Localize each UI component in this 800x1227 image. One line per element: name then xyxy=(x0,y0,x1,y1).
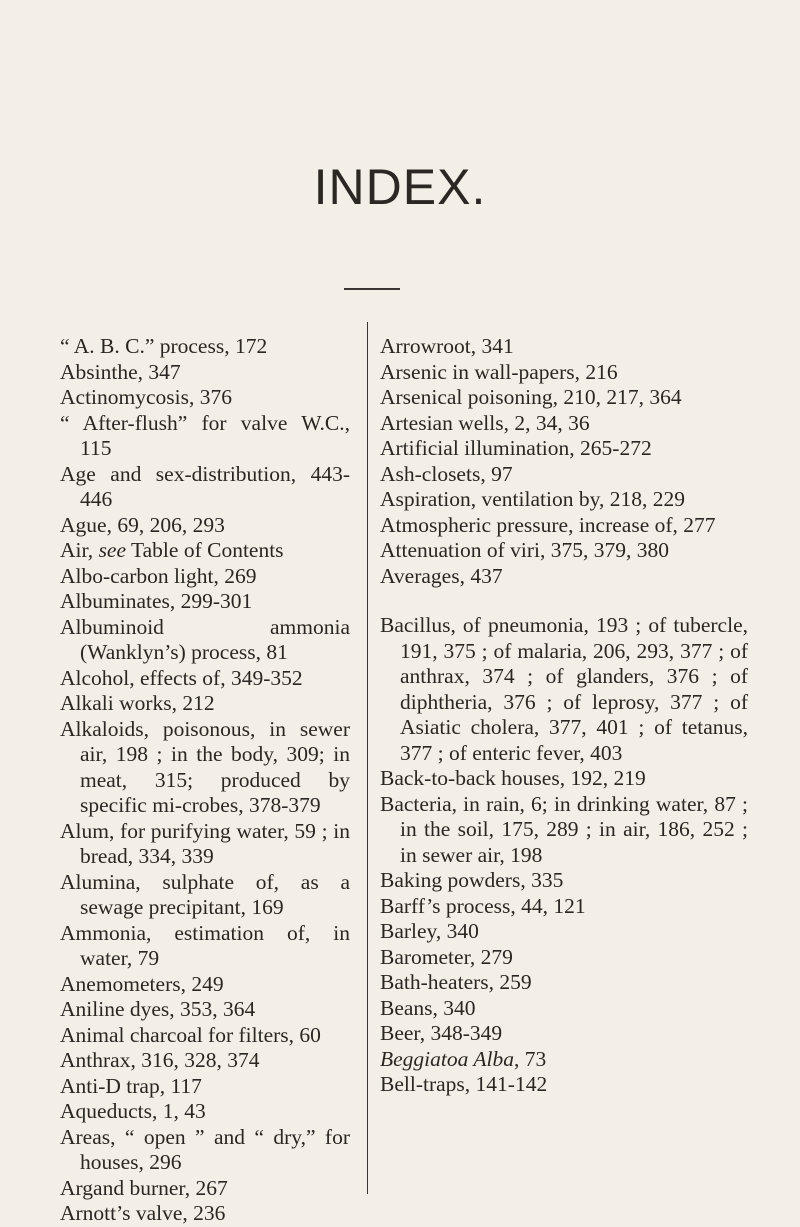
index-entry: Albuminoid ammonia (Wanklyn’s) process, 81 xyxy=(60,614,350,664)
index-entry: Albuminates, 299-301 xyxy=(60,589,253,613)
index-entry: Baking powders, 335 xyxy=(380,868,564,892)
index-entry: Atmospheric pressure, increase of, 277 xyxy=(380,512,716,537)
index-entry: Alumina, sulphate of, as a sewage precipitant, 169 xyxy=(60,869,350,919)
index-entry: Averages, 437 xyxy=(380,563,503,588)
index-entry: Barometer, 279 xyxy=(380,944,513,969)
index-entry: Barley, 340 xyxy=(380,919,479,943)
index-entry: Anemometers, 249 xyxy=(60,971,224,996)
index-entry: Aqueducts, 1, 43 xyxy=(60,1099,206,1123)
index-entry: Arrowroot, 341 xyxy=(380,334,514,358)
index-entry: Beans, 340 xyxy=(380,995,476,1020)
index-entry: “ After-flush” for valve W.C., 115 xyxy=(60,410,350,460)
left-column xyxy=(60,334,350,1227)
index-entry: Anti-D trap, 117 xyxy=(60,1073,202,1098)
index-entry: Artificial illumination, 265-272 xyxy=(380,436,652,460)
index-entry-air: Air, see Table of Contents xyxy=(60,538,284,562)
index-entry: Areas, “ open ” and “ dry,” for houses, 296 xyxy=(60,1124,350,1174)
index-entry: Alcohol, effects of, 349-352 xyxy=(60,665,303,690)
index-entry: Aspiration, ventilation by, 218, 229 xyxy=(380,487,685,511)
index-entry: Alkaloids, poisonous, in sewer air, 198 ; in the body, 309; in meat, 315; produced by specific mi-crobes, 378-379 xyxy=(60,716,350,817)
index-entry: Arnott’s valve, 236 xyxy=(60,1201,226,1225)
index-entry: Absinthe, 347 xyxy=(60,359,181,384)
index-entry: Artesian wells, 2, 34, 36 xyxy=(380,410,590,435)
letter-gap xyxy=(380,589,748,613)
index-entry: Ash-closets, 97 xyxy=(380,461,513,486)
index-entry: Anthrax, 316, 328, 374 xyxy=(60,1048,260,1072)
title-rule xyxy=(344,288,400,290)
index-entry-beggiatoa: Beggiatoa Alba, 73 xyxy=(380,1046,547,1071)
page-title: INDEX. xyxy=(313,159,487,215)
index-entry: Ague, 69, 206, 293 xyxy=(60,512,225,537)
index-entry: Arsenical poisoning, 210, 217, 364 xyxy=(380,385,682,409)
index-entry: Attenuation of viri, 375, 379, 380 xyxy=(380,538,670,562)
index-entry: Argand burner, 267 xyxy=(60,1175,228,1200)
index-entry: Albo-carbon light, 269 xyxy=(60,563,257,588)
index-entry: Beer, 348-349 xyxy=(380,1021,503,1045)
index-entry: Aniline dyes, 353, 364 xyxy=(60,997,256,1021)
index-entry: Animal charcoal for filters, 60 xyxy=(60,1022,321,1047)
index-entry: Age and sex-distribution, 443-446 xyxy=(60,461,350,511)
index-entry: Ammonia, estimation of, in water, 79 xyxy=(60,920,350,970)
index-entry: Arsenic in wall-papers, 216 xyxy=(380,359,618,384)
index-entry: Bacteria, in rain, 6; in drinking water, 87 ; in the soil, 175, 289 ; in air, 186, 252 ; in sewer air, 198 xyxy=(380,791,748,867)
index-entry: Back-to-back houses, 192, 219 xyxy=(380,766,646,790)
index-entry: Barff’s process, 44, 121 xyxy=(380,893,586,918)
index-entry: Actinomycosis, 376 xyxy=(60,385,232,409)
index-entry: Bath-heaters, 259 xyxy=(380,970,532,994)
index-entry: Alkali works, 212 xyxy=(60,691,215,715)
column-divider xyxy=(367,322,368,1194)
index-entry: “ A. B. C.” process, 172 xyxy=(60,334,268,358)
right-column xyxy=(380,334,748,1098)
index-entry: Alum, for purifying water, 59 ; in bread, 334, 339 xyxy=(60,818,350,868)
index-entry: Bell-traps, 141-142 xyxy=(380,1072,548,1096)
index-entry: Bacillus, of pneumonia, 193 ; of tubercle, 191, 375 ; of malaria, 206, 293, 377 ; of anthrax, 374 ; of glanders, 376 ; of diphtheria, 376 ; of leprosy, 377 ; of Asiatic cholera, 377, 401 ; of tetanus, 377 ; of enteric fever, 403 xyxy=(380,613,748,765)
